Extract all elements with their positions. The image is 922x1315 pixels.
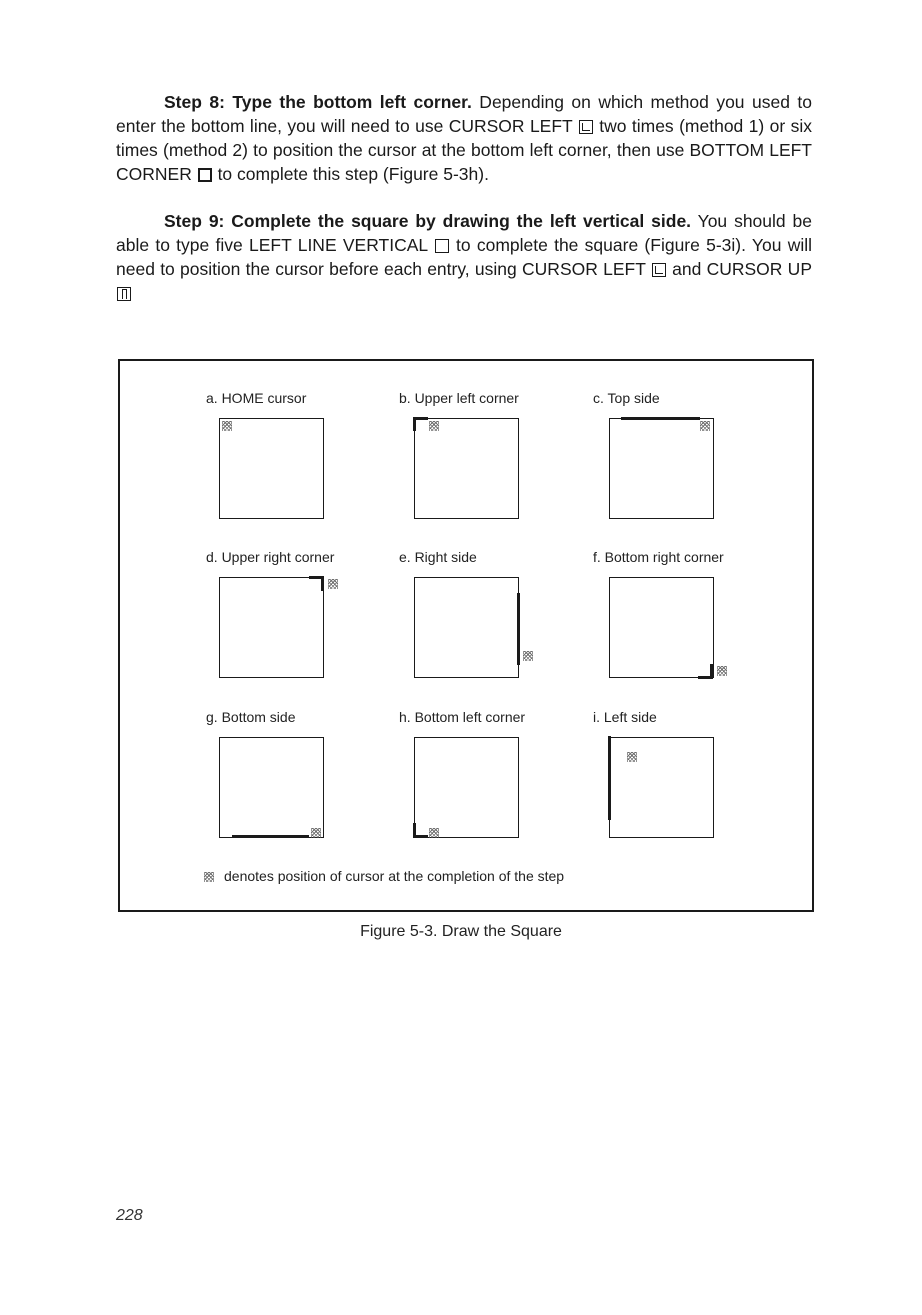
page-number: 228 xyxy=(116,1207,143,1224)
cursor-left-key-icon xyxy=(652,263,666,277)
label-top-side: c. Top side xyxy=(593,390,660,406)
square-b xyxy=(414,418,519,519)
figure-legend xyxy=(204,868,564,884)
cursor-block-icon xyxy=(700,421,710,431)
upper-left-corner-mark-vertical xyxy=(413,417,416,431)
cursor-up-key-icon xyxy=(117,287,131,301)
cursor-block-icon xyxy=(328,579,338,589)
step9-heading: Step 9: Complete the square by drawing the left vertical side. xyxy=(164,211,692,231)
cursor-block-icon xyxy=(523,651,533,661)
cursor-block-icon xyxy=(222,421,232,431)
label-left-side: i. Left side xyxy=(593,709,657,725)
step9-text-3: and CURSOR UP xyxy=(666,259,812,279)
square-g xyxy=(219,737,324,838)
step9-text-1: You should be able to type five LEFT LINE VERTICAL xyxy=(116,211,812,255)
square-e xyxy=(414,577,519,678)
label-home-cursor: a. HOME cursor xyxy=(206,390,307,406)
step8-heading: Step 8: Type the bottom left corner. xyxy=(164,92,472,112)
bottom-side-mark xyxy=(232,835,309,838)
cursor-block-icon xyxy=(429,828,439,838)
square-a xyxy=(219,418,324,519)
label-upper-right-corner: d. Upper right corner xyxy=(206,549,335,565)
right-side-mark xyxy=(517,593,520,665)
square-c xyxy=(609,418,714,519)
top-side-mark xyxy=(621,417,700,420)
figure-caption: Figure 5-3. Draw the Square xyxy=(360,923,562,940)
square-f xyxy=(609,577,714,678)
cursor-block-icon xyxy=(627,752,637,762)
label-bottom-left-corner: h. Bottom left corner xyxy=(399,709,526,725)
bottom-left-corner-mark-vertical xyxy=(413,823,416,838)
bottom-left-corner-key-icon xyxy=(198,168,212,182)
cursor-left-key-icon xyxy=(579,120,593,134)
square-h xyxy=(414,737,519,838)
left-side-mark xyxy=(608,736,611,820)
cursor-block-icon xyxy=(717,666,727,676)
label-bottom-right-corner: f. Bottom right corner xyxy=(593,549,724,565)
step8-text-3: to complete this step (Figure 5-3h). xyxy=(212,164,489,184)
cursor-block-icon xyxy=(311,828,321,838)
left-line-vertical-key-icon xyxy=(435,239,449,253)
label-right-side: e. Right side xyxy=(399,549,477,565)
step8-text-2: two times (method 1) or six times (method 2) to position the cursor at the bottom left corner, then use BOTTOM LEFT CORNER xyxy=(116,116,812,184)
step8-text-1: Depending on which method you used to enter the bottom line, you will need to use CURSOR LEFT xyxy=(116,92,812,136)
cursor-block-icon xyxy=(204,872,214,882)
legend-text: denotes position of cursor at the completion of the step xyxy=(224,868,565,884)
square-d xyxy=(219,577,324,678)
square-i xyxy=(609,737,714,838)
step9-text-2: to complete the square (Figure 5-3i). You will need to position the cursor before each entry, using CURSOR LEFT xyxy=(116,235,812,279)
label-bottom-side: g. Bottom side xyxy=(206,709,296,725)
cursor-block-icon xyxy=(429,421,439,431)
step8-paragraph xyxy=(116,90,812,186)
label-upper-left-corner: b. Upper left corner xyxy=(399,390,519,406)
step9-paragraph xyxy=(116,209,812,305)
bottom-right-corner-mark-vertical xyxy=(710,664,713,679)
upper-right-corner-mark-vertical xyxy=(321,576,324,591)
